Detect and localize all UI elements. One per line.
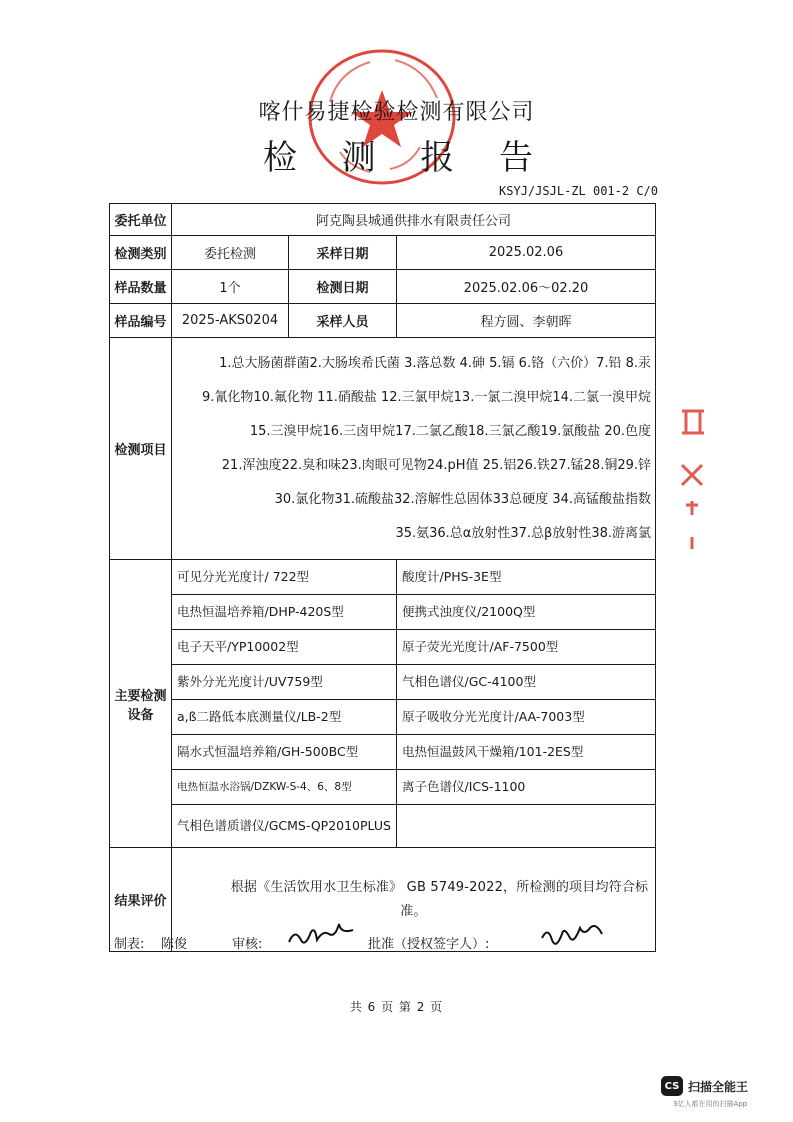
conclusion-text: 根据《生活饮用水卫生标准》 GB 5749-2022，所检测的项目均符合标准。 [230, 879, 649, 919]
equipment-label [110, 560, 172, 848]
category-label: 检测类别 [110, 236, 172, 270]
items-line: 21.浑浊度22.臭和味23.肉眼可见物24.pH值 25.铝26.铁27.锰28.铜29.锌 [221, 457, 652, 473]
equipment-item: 气相色谱质谱仪/GCMS-QP2010PLUS [172, 805, 397, 847]
conclusion-label: 结果评价 [110, 848, 172, 952]
title-char: 报 [420, 138, 455, 178]
equipment-item [397, 805, 656, 847]
category-value: 委托检测 [172, 236, 289, 270]
table-row [110, 204, 656, 236]
equipment-item: 气相色谱仪/GC-4100型 [397, 665, 656, 700]
table-row [110, 236, 656, 270]
title-char: 告 [498, 138, 533, 178]
equipment-item: 电热恒温鼓风干燥箱/101-2ES型 [397, 735, 656, 770]
title-char: 测 [341, 138, 376, 178]
items-line: 1.总大肠菌群菌2.大肠埃希氏菌 3.落总数 4.砷 5.镉 6.铬（六价）7.铅 8.汞 [219, 355, 652, 371]
app-name: 扫描全能王 [688, 1079, 749, 1094]
reviewed-label: 审核: [232, 937, 263, 952]
items-list [172, 338, 656, 560]
table-row [110, 270, 656, 304]
red-margin-mark [672, 405, 712, 555]
sample-no-label: 样品编号 [110, 304, 172, 338]
test-date-label: 检测日期 [289, 270, 397, 304]
sampler-value: 程方圆、李朝晖 [397, 304, 656, 338]
sampling-date-label: 采样日期 [289, 236, 397, 270]
client-label: 委托单位 [110, 204, 172, 236]
page-number: 共 6 页 第 2 页 [349, 1000, 444, 1014]
company-name: 喀什易捷检验检测有限公司 [258, 100, 535, 125]
equipment-label-line: 主要检测 [114, 688, 167, 704]
items-line: 35.氨36.总α放射性37.总β放射性38.游离氯 [395, 525, 652, 541]
report-title [263, 130, 533, 179]
equipment-item: 酸度计/PHS-3E型 [397, 560, 656, 595]
items-label: 检测项目 [110, 338, 172, 560]
items-line: 30.氯化物31.硫酸盐32.溶解性总固体33总硬度 34.高锰酸盐指数 [274, 491, 652, 507]
sampling-date-value: 2025.02.06 [397, 236, 656, 270]
table-row [110, 304, 656, 338]
reviewer-signature [285, 922, 357, 952]
scanner-watermark [661, 1076, 779, 1109]
equipment-item: 便携式浊度仪/2100Q型 [397, 595, 656, 630]
test-date-value: 2025.02.06～02.20 [397, 270, 656, 304]
equipment-item: 电子天平/YP10002型 [172, 630, 397, 665]
quantity-label: 样品数量 [110, 270, 172, 304]
title-char: 检 [263, 138, 297, 178]
equipment-item: 原子荧光光度计/AF-7500型 [397, 630, 656, 665]
equipment-grid [172, 560, 656, 848]
equipment-item: 电热恒温培养箱/DHP-420S型 [172, 595, 397, 630]
equipment-item: 可见分光光度计/ 722型 [172, 560, 397, 595]
approver-signature [538, 920, 606, 954]
equipment-item: 电热恒温水浴锅/DZKW-S-4、6、8型 [172, 770, 397, 805]
prepared-label: 制表: [114, 937, 145, 952]
table-row [110, 338, 656, 560]
app-slogan: 3亿人都在用的扫描App [673, 1100, 748, 1108]
items-line: 15.三溴甲烷16.三卤甲烷17.二氯乙酸18.三氯乙酸19.氯酸盐 20.色度 [249, 423, 652, 439]
equipment-item: a,ß二路低本底测量仪/LB-2型 [172, 700, 397, 735]
report-table [109, 203, 656, 952]
equipment-label-line: 设备 [127, 707, 154, 723]
quantity-value: 1个 [172, 270, 289, 304]
equipment-item: 紫外分光光度计/UV759型 [172, 665, 397, 700]
client-value: 阿克陶县城通供排水有限责任公司 [172, 204, 656, 236]
sample-no-value: 2025-AKS0204 [172, 304, 289, 338]
table-row [110, 560, 656, 848]
equipment-item: 隔水式恒温培养箱/GH-500BC型 [172, 735, 397, 770]
sampler-label: 采样人员 [289, 304, 397, 338]
approved-label: 批准（授权签字人）: [368, 937, 490, 952]
prepared-name: 陈俊 [161, 937, 188, 952]
items-line: 9.氰化物10.氟化物 11.硝酸盐 12.三氯甲烷13.一氯二溴甲烷14.二氯一溴甲烷 [201, 389, 652, 405]
equipment-item: 原子吸收分光光度计/AA-7003型 [397, 700, 656, 735]
camscanner-icon: CS [661, 1076, 683, 1096]
document-code: KSYJ/JSJL-ZL 001-2 C/0 [499, 184, 658, 198]
equipment-item: 离子色谱仪/ICS-1100 [397, 770, 656, 805]
